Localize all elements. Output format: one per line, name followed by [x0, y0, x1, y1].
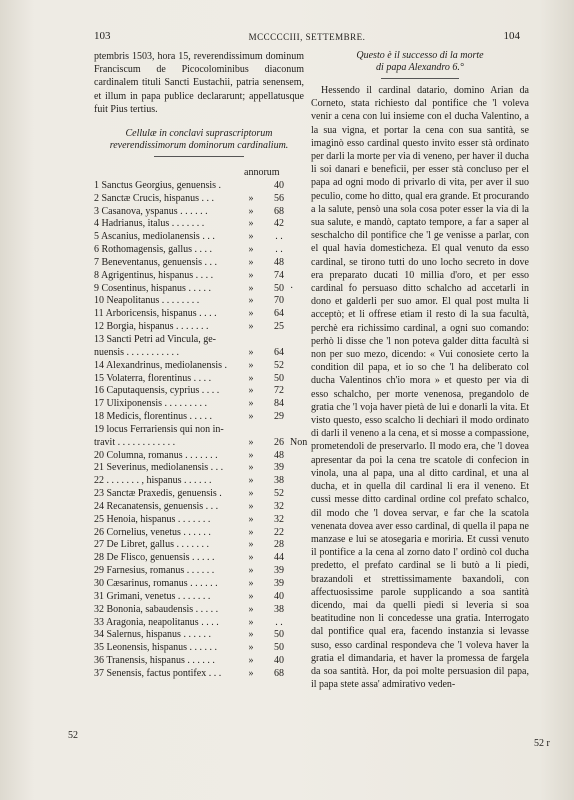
cardinal-name: 6 Rothomagensis, gallus . . . .	[94, 244, 213, 256]
age-value: 70	[274, 295, 284, 307]
age-value: 25	[274, 321, 284, 333]
ditto-mark: »	[248, 500, 254, 512]
cardinal-name: 15 Volaterra, florentinus . . . .	[94, 372, 212, 384]
age-value: 50	[274, 642, 284, 654]
age-value: 39	[274, 578, 284, 590]
cardinal-name: 25 Henoia, hispanus . . . . . . .	[94, 513, 211, 525]
list-item	[94, 668, 304, 681]
ditto-mark: »	[248, 488, 254, 500]
cardinal-name: 32 Bononia, sabaudensis . . . . .	[94, 603, 219, 615]
list-item	[94, 501, 304, 514]
list-item	[94, 488, 304, 501]
list-item	[94, 180, 304, 193]
list-item	[94, 244, 304, 257]
age-value: 68	[274, 667, 284, 679]
list-item	[94, 604, 304, 617]
cardinal-name: 7 Beneventanus, genuensis . . .	[94, 256, 218, 268]
age-value: 50	[274, 282, 284, 294]
cardinal-name: 14 Alexandrinus, mediolanensis .	[94, 359, 228, 371]
list-item	[94, 411, 304, 424]
ditto-mark: »	[248, 475, 254, 487]
cardinal-name: 21 Severinus, mediolanensis . . .	[94, 462, 224, 474]
section-title-line2: di papa Alexandro 6.°	[376, 62, 464, 73]
age-value: 48	[274, 256, 284, 268]
left-column	[94, 50, 308, 681]
cardinal-name: 27 De Libret, gallus . . . . . . .	[94, 539, 209, 551]
cardinal-name: 12 Borgia, hispanus . . . . . . .	[94, 321, 209, 333]
ditto-mark: »	[248, 346, 254, 358]
cardinal-name: 30 Cæsarinus, romanus . . . . . .	[94, 578, 218, 590]
cardinal-name: 16 Caputaquensis, cyprius . . . .	[94, 385, 220, 397]
list-item	[94, 578, 304, 591]
age-value: 39	[274, 462, 284, 474]
cardinal-name: 17 Ulixiponensis . . . . . . . . .	[94, 398, 208, 410]
cardinal-name: 4 Hadrianus, italus . . . . . . .	[94, 218, 205, 230]
list-item	[94, 514, 304, 527]
list-item	[94, 308, 304, 321]
running-header	[94, 30, 520, 46]
cardinal-name: 19 locus Ferrariensis qui non in-	[94, 423, 224, 435]
ditto-mark: »	[248, 436, 254, 448]
ditto-mark: »	[248, 603, 254, 615]
list-item	[94, 283, 304, 296]
row-note: ·	[290, 282, 294, 294]
cardinal-name: travit . . . . . . . . . . . .	[94, 436, 176, 448]
title-divider	[154, 156, 244, 157]
narrative-paragraph: Hessendo il cardinal datario, domino Arian da Corneto, stata richiesto dal pontifice che 'l voleva venir a cena con lui insieme con el ducha Valentino, a la sua vigna, et portar la cena con sua santità, se imaginò esso cardinal questo invito esser stà ordinato per darli la morte per via di veneno, per haver il ducha li soi danari e beneficii, per esser stà concluso per el papa ad ogni modo di privarlo di vita, per aver il suo peculio, come ho ditto, qual era grande. Et procurando a la salute, pensò una sola cosa poter esser la via di la sua salute, e mandò, captato tempore, a far a saper al seschalcho dil pontifice che 'l ge venisse a parlar, con el qual havia domesticheza. El qual venuto da esso cardinal, se tirono tutti do uno locho secreto in dove era preparato ducati 10 millia d'oro, et per esso cardinal fo persuaso ditto schalcho ad accetarli in dono et galderli per suo amor. El qual post multa li acceptò; et li offrese etiam il resto di la sua facultà, perchè era richissimo cardinal, a ogni suo comando: perhò li disse che 'l non poteva galder ditta facultà si non per suo mezo, dicendo: « Vui conosiete certo la condition dil papa, et io so che 'l ha deliberato col ducha Valentinos ch'io mora » et questo per via di esso schalcho, per morte venenosa, pregandolo de gratia che 'l voja haver pietà de lui e donarli la vita. Et visto questo, esso scalcho li dechiarì il modo ordinato di darli il veneno a la cena, et si mosse a compassione, prometendoli de preservarlo. Il modo era, che 'l dovea apresentar da poi la cena tre scatole di confecion in vinola, una al papa, una al ditto cardinal, et una al ducha, et in quella dil cardinal li era il veneno. Et cussì messe ditto cardinal ordine col prefato schalco, dil modo che 'l dovea servar, e far che la scatola venenata dovea aver esso cardinal, di quella il papa ne manzase e lui se atosegaria e moriria. Et cussì venuto il pontifice a la cena al zorno dato l' ordinò col ducha predetto, el prefato cardinal se li butò a li piedi, brazandoli et strettissimamente baxandoli, con affectuosissime parole supplicando a soa santità dicendo, mai da quelli piedi si leveria si soa beatitudine non li concedesse una gratia. Interrogato dal pontifice qual era, facendo instanzia si levasse suso, esso cardinal respondeva che 'l voleva haver la gratia el dimandaria, et haver la promessa de fargela da soa santità. Hor, da poi molte persuasion dil papa, il papa stete assa' admirativo veden-	[311, 85, 529, 691]
list-item	[94, 193, 304, 206]
ditto-mark: »	[248, 218, 254, 230]
list-item	[94, 527, 304, 540]
section-divider	[381, 78, 459, 79]
cardinal-name: 23 Sanctæ Praxedis, genuensis .	[94, 488, 222, 500]
ditto-mark: »	[248, 411, 254, 423]
cardinal-name: 2 Sanctæ Crucis, hispanus . . .	[94, 192, 214, 204]
age-value: 48	[274, 449, 284, 461]
ditto-mark: »	[248, 629, 254, 641]
list-item	[94, 334, 304, 347]
age-value: 72	[274, 385, 284, 397]
ditto-mark: »	[248, 192, 254, 204]
age-value: 64	[274, 346, 284, 358]
age-value: 74	[274, 269, 284, 281]
age-value: 52	[274, 359, 284, 371]
list-item	[94, 321, 304, 334]
age-value: 38	[274, 475, 284, 487]
age-value: 44	[274, 552, 284, 564]
ditto-mark: »	[248, 539, 254, 551]
cardinal-name: 3 Casanova, yspanus . . . . . .	[94, 205, 208, 217]
cardinal-name: 18 Medicis, florentinus . . . . .	[94, 411, 213, 423]
age-value: . .	[275, 616, 283, 628]
list-item	[94, 591, 304, 604]
list-item	[94, 373, 304, 386]
cardinal-name: 20 Columna, romanus . . . . . . .	[94, 449, 218, 461]
ditto-mark: »	[248, 359, 254, 371]
cardinal-name: 37 Senensis, factus pontifex . . .	[94, 667, 222, 679]
ditto-mark: »	[248, 552, 254, 564]
ditto-mark: »	[248, 282, 254, 294]
page-number-left: 103	[94, 30, 111, 42]
cardinal-name: 33 Aragonia, neapolitanus . . . .	[94, 616, 219, 628]
ditto-mark: »	[248, 256, 254, 268]
age-value: 29	[274, 411, 284, 423]
ditto-mark: »	[248, 565, 254, 577]
cardinal-name: 10 Neapolitanus . . . . . . . .	[94, 295, 200, 307]
ditto-mark: »	[248, 244, 254, 256]
list-item	[94, 206, 304, 219]
header-title: MCCCCCIII, SETTEMBRE.	[248, 32, 366, 42]
cardinal-name: 29 Farnesius, romanus . . . . . .	[94, 565, 215, 577]
list-item	[94, 552, 304, 565]
ditto-mark: »	[248, 321, 254, 333]
age-value: 40	[274, 655, 284, 667]
margin-number-left: 52	[68, 730, 78, 741]
list-item	[94, 270, 304, 283]
cardinal-list	[94, 167, 308, 681]
age-value: . .	[275, 231, 283, 243]
age-value: 64	[274, 308, 284, 320]
list-header-annorum: annorum	[244, 167, 280, 179]
list-item	[94, 295, 304, 308]
ditto-mark: »	[248, 398, 254, 410]
ditto-mark: »	[248, 231, 254, 243]
age-value: 56	[274, 192, 284, 204]
ditto-mark: »	[248, 269, 254, 281]
list-item	[94, 565, 304, 578]
cardinal-name: nuensis . . . . . . . . . . .	[94, 346, 179, 358]
age-value: 68	[274, 205, 284, 217]
cardinal-name: 1 Sanctus Georgius, genuensis .	[94, 179, 222, 191]
age-value: 28	[274, 539, 284, 551]
ditto-mark: »	[248, 667, 254, 679]
cardinal-name: 31 Grimani, venetus . . . . . . .	[94, 590, 211, 602]
ditto-mark: »	[248, 462, 254, 474]
list-item	[94, 655, 304, 668]
ditto-mark: »	[248, 655, 254, 667]
ditto-mark: »	[248, 205, 254, 217]
list-item	[94, 398, 304, 411]
list-header-row	[94, 167, 304, 180]
age-value: 38	[274, 603, 284, 615]
list-item	[94, 450, 304, 463]
cardinal-name: 8 Agrigentinus, hispanus . . . .	[94, 269, 214, 281]
row-note: Non	[290, 436, 308, 448]
list-item	[94, 231, 304, 244]
ditto-mark: »	[248, 578, 254, 590]
list-item	[94, 360, 304, 373]
list-item	[94, 436, 308, 450]
age-value: 26	[274, 436, 284, 448]
ditto-mark: »	[248, 526, 254, 538]
cardinal-name: 5 Ascanius, mediolanensis . . .	[94, 231, 215, 243]
section-title-line1: Questo è il successo di la morte	[356, 50, 484, 61]
cardinal-name: 36 Tranensis, hispanus . . . . . .	[94, 655, 215, 667]
cardinal-name: 11 Arboricensis, hispanus . . . .	[94, 308, 217, 320]
list-item	[94, 385, 304, 398]
ditto-mark: »	[248, 513, 254, 525]
cardinal-name: 35 Leonensis, hispanus . . . . . .	[94, 642, 218, 654]
age-value: 52	[274, 488, 284, 500]
list-item	[94, 539, 304, 552]
age-value: 50	[274, 629, 284, 641]
ditto-mark: »	[248, 590, 254, 602]
list-item	[94, 347, 304, 360]
ditto-mark: »	[248, 642, 254, 654]
age-value: 22	[274, 526, 284, 538]
cardinal-name: 9 Cosentinus, hispanus . . . . .	[94, 282, 211, 294]
age-value: 40	[274, 179, 284, 191]
list-item	[94, 257, 304, 270]
cardinal-list-title: Cellulæ in conclavi suprascriptorum reverendissimorum dominorum cardinalium.	[109, 128, 289, 152]
list-item	[94, 642, 304, 655]
cardinal-name: 13 Sancti Petri ad Vincula, ge-	[94, 333, 216, 345]
opening-paragraph: ptembris 1503, hora 15, reverendissimum dominum Franciscum de Picocolominibus diaconum cardinalem tituli Sancti Eustachii, patria senensem, et illum in papa publice declararunt; appellatusque fuit Pius tertius.	[94, 51, 304, 115]
cardinal-name: 24 Recanatensis, genuensis . . .	[94, 500, 219, 512]
age-value: 39	[274, 565, 284, 577]
ditto-mark: »	[248, 385, 254, 397]
age-value: 32	[274, 513, 284, 525]
age-value: 40	[274, 590, 284, 602]
ditto-mark: »	[248, 308, 254, 320]
ditto-mark: »	[248, 449, 254, 461]
ditto-mark: »	[248, 616, 254, 628]
list-item	[94, 629, 304, 642]
age-value: 84	[274, 398, 284, 410]
cardinal-name: 34 Salernus, hispanus . . . . . .	[94, 629, 211, 641]
cardinal-name: 26 Cornelius, venetus . . . . . .	[94, 526, 211, 538]
margin-number-right: 52 r	[534, 738, 550, 749]
list-item	[94, 617, 304, 630]
list-item	[94, 424, 304, 437]
age-value: 32	[274, 500, 284, 512]
list-item	[94, 218, 304, 231]
cardinal-name: 22 . . . . . . . , hispanus . . . . . .	[94, 475, 212, 487]
list-item	[94, 475, 304, 488]
age-value: 42	[274, 218, 284, 230]
age-value: 50	[274, 372, 284, 384]
cardinal-name: 28 De Flisco, genuensis . . . . .	[94, 552, 215, 564]
ditto-mark: »	[248, 295, 254, 307]
page-number-right: 104	[503, 30, 520, 42]
right-column	[311, 50, 529, 691]
age-value: . .	[275, 244, 283, 256]
list-item	[94, 462, 304, 475]
ditto-mark: »	[248, 372, 254, 384]
